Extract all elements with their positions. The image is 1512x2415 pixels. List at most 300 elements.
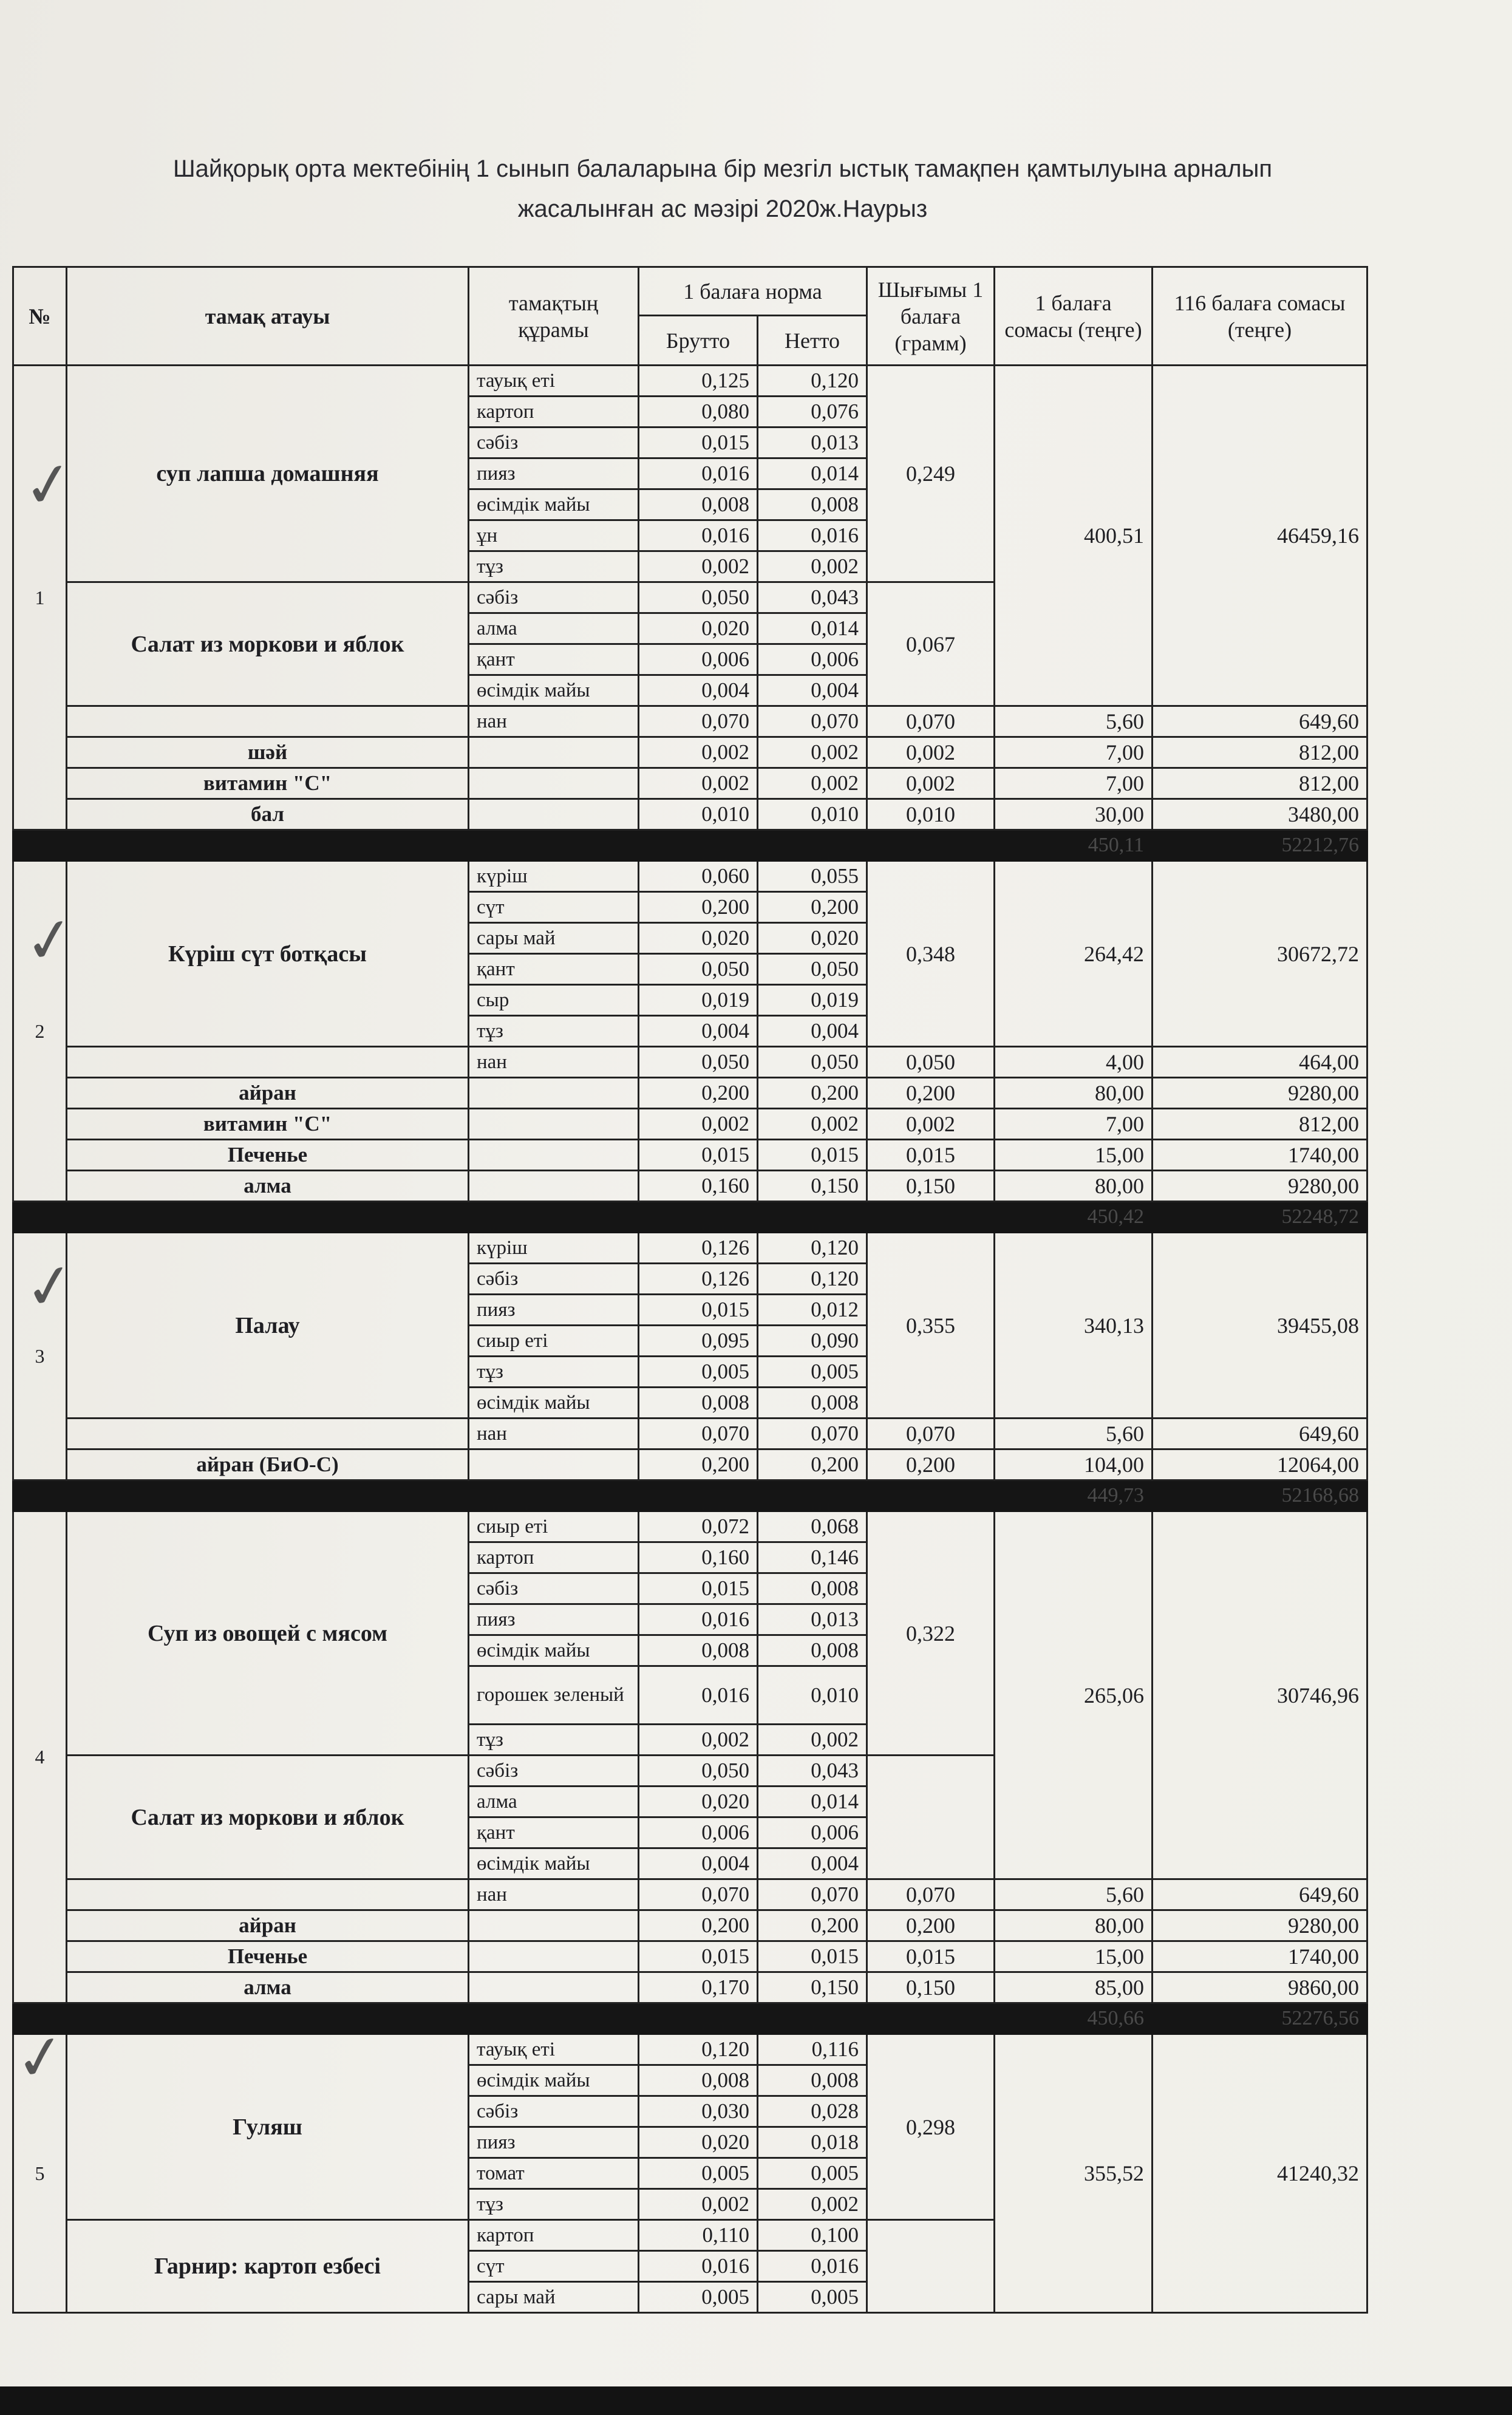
empty-cell: [469, 1171, 639, 1202]
ingredient-name: сәбіз: [469, 1573, 639, 1604]
cost-one-child: 5,60: [995, 1419, 1153, 1449]
ingredient-name: өсімдік майы: [469, 1848, 639, 1879]
ingredient-name: пияз: [469, 1295, 639, 1326]
extra-item-row: [13, 1910, 1367, 1941]
brutto-value: 0,070: [639, 1879, 758, 1910]
extra-item-row: [13, 1140, 1367, 1171]
brutto-value: 0,200: [639, 1078, 758, 1109]
summary-cost-total: 52168,68: [1153, 1480, 1367, 1511]
netto-value: 0,050: [758, 1047, 867, 1078]
ingredient-row: [13, 366, 1367, 397]
yield-value: [867, 2220, 995, 2313]
ingredient-name: нан: [469, 706, 639, 737]
brutto-value: 0,200: [639, 892, 758, 923]
brutto-value: 0,002: [639, 768, 758, 799]
document-title: [73, 149, 1372, 229]
cost-one-child: 15,00: [995, 1140, 1153, 1171]
summary-cost-one: 450,66: [995, 2003, 1153, 2034]
netto-value: 0,150: [758, 1972, 867, 2003]
cost-total: 9860,00: [1153, 1972, 1367, 2003]
ingredient-name: тұз: [469, 551, 639, 582]
brutto-value: 0,019: [639, 985, 758, 1016]
extra-item-row: [13, 1449, 1367, 1480]
ingredient-name: күріш: [469, 1233, 639, 1264]
netto-value: 0,008: [758, 1573, 867, 1604]
brutto-value: 0,200: [639, 1449, 758, 1480]
yield-value: 0,050: [867, 1047, 995, 1078]
ingredient-name: ұн: [469, 520, 639, 551]
handwritten-check-mark: ✓: [18, 446, 79, 524]
netto-value: 0,146: [758, 1542, 867, 1573]
netto-value: 0,004: [758, 675, 867, 706]
brutto-value: 0,004: [639, 675, 758, 706]
day-number: 3: [13, 1233, 67, 1480]
brutto-value: 0,160: [639, 1171, 758, 1202]
brutto-value: 0,072: [639, 1511, 758, 1542]
cost-total: 812,00: [1153, 737, 1367, 768]
yield-value: 0,200: [867, 1078, 995, 1109]
netto-value: 0,013: [758, 1604, 867, 1635]
yield-value: 0,070: [867, 1879, 995, 1910]
brutto-value: 0,020: [639, 2127, 758, 2158]
yield-value: 0,200: [867, 1910, 995, 1941]
yield-value: 0,002: [867, 737, 995, 768]
brutto-value: 0,006: [639, 1817, 758, 1848]
header-dish: тамақ атауы: [67, 267, 469, 366]
yield-value: 0,200: [867, 1449, 995, 1480]
netto-value: 0,008: [758, 1635, 867, 1666]
brutto-value: 0,002: [639, 737, 758, 768]
brutto-value: 0,070: [639, 1419, 758, 1449]
bread-row: [13, 706, 1367, 737]
cost-total: 9280,00: [1153, 1078, 1367, 1109]
ingredient-name: сәбіз: [469, 1756, 639, 1787]
netto-value: 0,200: [758, 1910, 867, 1941]
netto-value: 0,006: [758, 1817, 867, 1848]
yield-value: 0,010: [867, 799, 995, 830]
item-name: Печенье: [67, 1140, 469, 1171]
ingredient-name: алма: [469, 613, 639, 644]
ingredient-name: қант: [469, 1817, 639, 1848]
day-summary-row: [13, 1480, 1367, 1511]
netto-value: 0,070: [758, 1879, 867, 1910]
netto-value: 0,014: [758, 613, 867, 644]
ingredient-name: алма: [469, 1787, 639, 1817]
cost-total: 46459,16: [1153, 366, 1367, 706]
ingredient-name: сәбіз: [469, 582, 639, 613]
extra-item-row: [13, 1109, 1367, 1140]
summary-cost-total: 52212,76: [1153, 830, 1367, 861]
day-summary-row: [13, 1202, 1367, 1233]
brutto-value: 0,004: [639, 1848, 758, 1879]
brutto-value: 0,016: [639, 458, 758, 489]
bread-row: [13, 1419, 1367, 1449]
netto-value: 0,043: [758, 1756, 867, 1787]
summary-cost-one: 449,73: [995, 1480, 1153, 1511]
netto-value: 0,070: [758, 1419, 867, 1449]
brutto-value: 0,016: [639, 1666, 758, 1725]
ingredient-name: тұз: [469, 1016, 639, 1047]
day-summary-row: [13, 830, 1367, 861]
brutto-value: 0,050: [639, 954, 758, 985]
cost-one-child: 15,00: [995, 1941, 1153, 1972]
summary-cost-one: 450,11: [995, 830, 1153, 861]
brutto-value: 0,095: [639, 1326, 758, 1357]
brutto-value: 0,070: [639, 706, 758, 737]
summary-cost-total: 52248,72: [1153, 1202, 1367, 1233]
header-yield: Шығымы 1 балаға (грамм): [867, 267, 995, 366]
empty-cell: [469, 1941, 639, 1972]
ingredient-row: [13, 2034, 1367, 2065]
ingredient-name: өсімдік майы: [469, 675, 639, 706]
netto-value: 0,018: [758, 2127, 867, 2158]
netto-value: 0,076: [758, 397, 867, 427]
day-number: 4: [13, 1511, 67, 2003]
netto-value: 0,200: [758, 1449, 867, 1480]
brutto-value: 0,016: [639, 1604, 758, 1635]
handwritten-check-mark: ✓: [10, 2018, 71, 2097]
netto-value: 0,016: [758, 2251, 867, 2282]
item-name: бал: [67, 799, 469, 830]
empty-cell: [469, 737, 639, 768]
netto-value: 0,200: [758, 1078, 867, 1109]
netto-value: 0,070: [758, 706, 867, 737]
yield-value: 0,015: [867, 1941, 995, 1972]
extra-item-row: [13, 1078, 1367, 1109]
brutto-value: 0,160: [639, 1542, 758, 1573]
ingredient-name: сәбіз: [469, 1264, 639, 1295]
brutto-value: 0,050: [639, 1756, 758, 1787]
photo-edge: [0, 2386, 1512, 2415]
brutto-value: 0,002: [639, 1725, 758, 1756]
brutto-value: 0,060: [639, 861, 758, 892]
netto-value: 0,008: [758, 1388, 867, 1419]
extra-item-row: [13, 737, 1367, 768]
ingredient-name: сәбіз: [469, 427, 639, 458]
ingredient-name: сүт: [469, 2251, 639, 2282]
ingredient-name: тұз: [469, 2189, 639, 2220]
netto-value: 0,002: [758, 737, 867, 768]
item-name: витамин "С": [67, 768, 469, 799]
ingredient-name: картоп: [469, 397, 639, 427]
netto-value: 0,004: [758, 1016, 867, 1047]
ingredient-name: нан: [469, 1879, 639, 1910]
empty-cell: [469, 1140, 639, 1171]
dish-name: Салат из моркови и яблок: [67, 582, 469, 706]
ingredient-name: тұз: [469, 1725, 639, 1756]
header-cost-one: 1 балаға сомасы (теңге): [995, 267, 1153, 366]
cost-one-child: 340,13: [995, 1233, 1153, 1419]
cost-one-child: 5,60: [995, 1879, 1153, 1910]
day-number: 5: [13, 2034, 67, 2313]
ingredient-name: тауық еті: [469, 2034, 639, 2065]
brutto-value: 0,050: [639, 1047, 758, 1078]
day-summary-row: [13, 2003, 1367, 2034]
ingredient-name: сиыр еті: [469, 1326, 639, 1357]
brutto-value: 0,120: [639, 2034, 758, 2065]
cost-total: 30672,72: [1153, 861, 1367, 1047]
netto-value: 0,120: [758, 1264, 867, 1295]
menu-table: [12, 266, 1368, 2314]
bread-row: [13, 1047, 1367, 1078]
ingredient-name: өсімдік майы: [469, 1388, 639, 1419]
dish-name: Гуляш: [67, 2034, 469, 2220]
yield-value: 0,150: [867, 1171, 995, 1202]
netto-value: 0,068: [758, 1511, 867, 1542]
brutto-value: 0,002: [639, 2189, 758, 2220]
brutto-value: 0,016: [639, 2251, 758, 2282]
netto-value: 0,090: [758, 1326, 867, 1357]
cost-one-child: 80,00: [995, 1171, 1153, 1202]
netto-value: 0,005: [758, 2282, 867, 2313]
netto-value: 0,010: [758, 799, 867, 830]
ingredient-name: пияз: [469, 1604, 639, 1635]
cost-total: 649,60: [1153, 1419, 1367, 1449]
dish-name: Палау: [67, 1233, 469, 1419]
item-name: Печенье: [67, 1941, 469, 1972]
cost-total: 39455,08: [1153, 1233, 1367, 1419]
summary-filler: [13, 2003, 995, 2034]
yield-value: 0,070: [867, 706, 995, 737]
netto-value: 0,019: [758, 985, 867, 1016]
brutto-value: 0,008: [639, 1388, 758, 1419]
brutto-value: 0,200: [639, 1910, 758, 1941]
netto-value: 0,005: [758, 1357, 867, 1388]
ingredient-name: томат: [469, 2158, 639, 2189]
cost-one-child: 7,00: [995, 737, 1153, 768]
netto-value: 0,120: [758, 1233, 867, 1264]
cost-one-child: 30,00: [995, 799, 1153, 830]
menu-table-body: [13, 366, 1367, 2313]
cost-one-child: 80,00: [995, 1078, 1153, 1109]
cost-total: 30746,96: [1153, 1511, 1367, 1879]
ingredient-name: пияз: [469, 458, 639, 489]
brutto-value: 0,015: [639, 427, 758, 458]
ingredient-name: күріш: [469, 861, 639, 892]
ingredient-name: сары май: [469, 923, 639, 954]
brutto-value: 0,002: [639, 1109, 758, 1140]
brutto-value: 0,080: [639, 397, 758, 427]
ingredient-name: картоп: [469, 1542, 639, 1573]
brutto-value: 0,020: [639, 613, 758, 644]
dish-name: суп лапша домашняя: [67, 366, 469, 582]
ingredient-name: сыр: [469, 985, 639, 1016]
ingredient-row: [13, 1233, 1367, 1264]
netto-value: 0,150: [758, 1171, 867, 1202]
netto-value: 0,055: [758, 861, 867, 892]
empty-cell: [469, 1078, 639, 1109]
yield-value: 0,348: [867, 861, 995, 1047]
netto-value: 0,100: [758, 2220, 867, 2251]
yield-value: 0,002: [867, 768, 995, 799]
netto-value: 0,120: [758, 366, 867, 397]
cost-one-child: 7,00: [995, 768, 1153, 799]
brutto-value: 0,020: [639, 1787, 758, 1817]
item-name: витамин "С": [67, 1109, 469, 1140]
netto-value: 0,008: [758, 489, 867, 520]
ingredient-name: сәбіз: [469, 2096, 639, 2127]
netto-value: 0,014: [758, 458, 867, 489]
netto-value: 0,010: [758, 1666, 867, 1725]
cost-one-child: 80,00: [995, 1910, 1153, 1941]
empty-cell: [469, 768, 639, 799]
brutto-value: 0,050: [639, 582, 758, 613]
cost-one-child: 5,60: [995, 706, 1153, 737]
netto-value: 0,028: [758, 2096, 867, 2127]
cost-one-child: 7,00: [995, 1109, 1153, 1140]
handwritten-check-mark: ✓: [19, 901, 80, 979]
brutto-value: 0,030: [639, 2096, 758, 2127]
netto-value: 0,116: [758, 2034, 867, 2065]
day-number: 1: [13, 366, 67, 830]
netto-value: 0,050: [758, 954, 867, 985]
header-composition: тамақтың құрамы: [469, 267, 639, 366]
yield-value: 0,249: [867, 366, 995, 582]
header-norm: 1 балаға норма: [639, 267, 867, 316]
cost-one-child: 104,00: [995, 1449, 1153, 1480]
item-name: алма: [67, 1972, 469, 2003]
yield-value: [867, 1756, 995, 1879]
brutto-value: 0,015: [639, 1140, 758, 1171]
netto-value: 0,020: [758, 923, 867, 954]
ingredient-row: [13, 861, 1367, 892]
netto-value: 0,006: [758, 644, 867, 675]
netto-value: 0,013: [758, 427, 867, 458]
brutto-value: 0,126: [639, 1233, 758, 1264]
brutto-value: 0,008: [639, 2065, 758, 2096]
empty-cell: [469, 1449, 639, 1480]
extra-item-row: [13, 1941, 1367, 1972]
yield-value: 0,002: [867, 1109, 995, 1140]
ingredient-name: қант: [469, 644, 639, 675]
netto-value: 0,004: [758, 1848, 867, 1879]
handwritten-check-mark: ✓: [19, 1247, 80, 1326]
summary-cost-one: 450,42: [995, 1202, 1153, 1233]
netto-value: 0,002: [758, 768, 867, 799]
netto-value: 0,043: [758, 582, 867, 613]
cost-one-child: 355,52: [995, 2034, 1153, 2313]
dish-name: Күріш сүт ботқасы: [67, 861, 469, 1047]
brutto-value: 0,008: [639, 1635, 758, 1666]
extra-item-row: [13, 1171, 1367, 1202]
brutto-value: 0,010: [639, 799, 758, 830]
cost-total: 649,60: [1153, 706, 1367, 737]
title-line-2: жасалынған ас мәзірі 2020ж.Наурыз: [517, 196, 928, 222]
cost-one-child: 400,51: [995, 366, 1153, 706]
dish-name: Салат из моркови и яблок: [67, 1756, 469, 1879]
bread-row: [13, 1879, 1367, 1910]
ingredient-name: тауық еті: [469, 366, 639, 397]
brutto-value: 0,005: [639, 1357, 758, 1388]
ingredient-name: қант: [469, 954, 639, 985]
empty-cell: [469, 1109, 639, 1140]
ingredient-row: [13, 1511, 1367, 1542]
netto-value: 0,015: [758, 1941, 867, 1972]
cost-total: 464,00: [1153, 1047, 1367, 1078]
empty-cell: [67, 1047, 469, 1078]
netto-value: 0,002: [758, 2189, 867, 2220]
header-no: №: [13, 267, 67, 366]
item-name: айран (БиО-С): [67, 1449, 469, 1480]
day-number: 2: [13, 861, 67, 1202]
yield-value: 0,150: [867, 1972, 995, 2003]
brutto-value: 0,008: [639, 489, 758, 520]
header-netto: Нетто: [758, 316, 867, 366]
yield-value: 0,067: [867, 582, 995, 706]
cost-one-child: 265,06: [995, 1511, 1153, 1879]
netto-value: 0,012: [758, 1295, 867, 1326]
ingredient-name: өсімдік майы: [469, 1635, 639, 1666]
cost-total: 649,60: [1153, 1879, 1367, 1910]
cost-total: 41240,32: [1153, 2034, 1367, 2313]
item-name: айран: [67, 1910, 469, 1941]
extra-item-row: [13, 1972, 1367, 2003]
brutto-value: 0,170: [639, 1972, 758, 2003]
cost-total: 1740,00: [1153, 1941, 1367, 1972]
cost-total: 1740,00: [1153, 1140, 1367, 1171]
brutto-value: 0,015: [639, 1573, 758, 1604]
cost-one-child: 264,42: [995, 861, 1153, 1047]
extra-item-row: [13, 768, 1367, 799]
brutto-value: 0,006: [639, 644, 758, 675]
brutto-value: 0,005: [639, 2282, 758, 2313]
empty-cell: [67, 706, 469, 737]
cost-total: 9280,00: [1153, 1910, 1367, 1941]
ingredient-name: тұз: [469, 1357, 639, 1388]
dish-name: Гарнир: картоп езбесі: [67, 2220, 469, 2313]
empty-cell: [67, 1879, 469, 1910]
cost-one-child: 85,00: [995, 1972, 1153, 2003]
brutto-value: 0,002: [639, 551, 758, 582]
cost-total: 812,00: [1153, 768, 1367, 799]
cost-one-child: 4,00: [995, 1047, 1153, 1078]
empty-cell: [469, 799, 639, 830]
summary-cost-total: 52276,56: [1153, 2003, 1367, 2034]
netto-value: 0,008: [758, 2065, 867, 2096]
brutto-value: 0,125: [639, 366, 758, 397]
item-name: айран: [67, 1078, 469, 1109]
yield-value: 0,298: [867, 2034, 995, 2220]
yield-value: 0,015: [867, 1140, 995, 1171]
ingredient-name: картоп: [469, 2220, 639, 2251]
netto-value: 0,005: [758, 2158, 867, 2189]
brutto-value: 0,016: [639, 520, 758, 551]
header-brutto: Брутто: [639, 316, 758, 366]
netto-value: 0,002: [758, 1725, 867, 1756]
brutto-value: 0,126: [639, 1264, 758, 1295]
brutto-value: 0,015: [639, 1941, 758, 1972]
ingredient-name: сары май: [469, 2282, 639, 2313]
netto-value: 0,016: [758, 520, 867, 551]
cost-total: 3480,00: [1153, 799, 1367, 830]
item-name: шәй: [67, 737, 469, 768]
yield-value: 0,322: [867, 1511, 995, 1756]
netto-value: 0,200: [758, 892, 867, 923]
empty-cell: [67, 1419, 469, 1449]
summary-filler: [13, 1480, 995, 1511]
netto-value: 0,002: [758, 551, 867, 582]
ingredient-name: сүт: [469, 892, 639, 923]
cost-total: 812,00: [1153, 1109, 1367, 1140]
dish-name: Суп из овощей с мясом: [67, 1511, 469, 1756]
yield-value: 0,355: [867, 1233, 995, 1419]
brutto-value: 0,004: [639, 1016, 758, 1047]
cost-total: 12064,00: [1153, 1449, 1367, 1480]
yield-value: 0,070: [867, 1419, 995, 1449]
netto-value: 0,002: [758, 1109, 867, 1140]
ingredient-name: сиыр еті: [469, 1511, 639, 1542]
ingredient-name: өсімдік майы: [469, 489, 639, 520]
